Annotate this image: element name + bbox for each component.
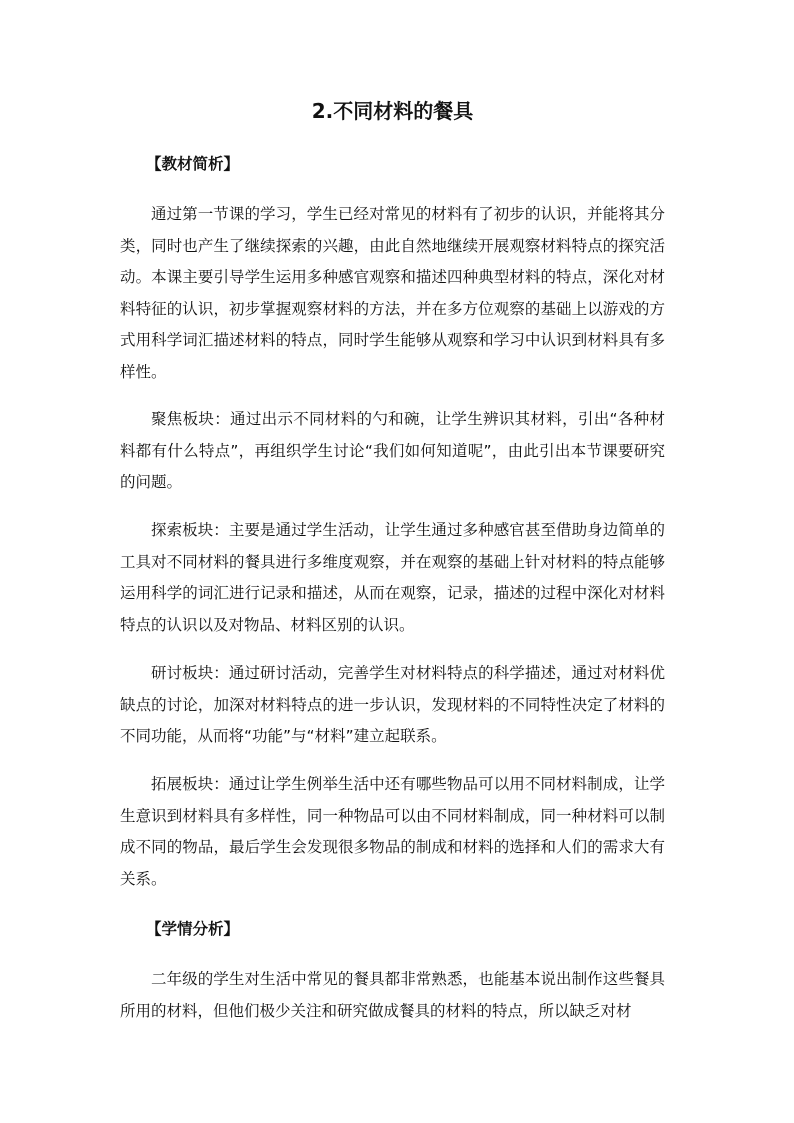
paragraph-explore-block: 探索板块：主要是通过学生活动，让学生通过多种感官甚至借助身边简单的工具对不同材料的餐具进行多维度观察，并在观察的基础上针对材料的特点能够运用科学的词汇进行记录和描述，从而在观察，记录，描述的过程中深化对材料特点的认识以及对物品、材料区别的认识。: [120, 521, 665, 634]
section-heading-textbook-analysis: 【教材简析】: [146, 155, 240, 173]
paragraph-focus-block: 聚焦板块：通过出示不同材料的勺和碗，让学生辨识其材料，引出“各种材料都有什么特点”，再组织学生讨论“我们如何知道呢”，由此引出本节课要研究的问题。: [120, 410, 665, 492]
paragraph-discuss-block: 研讨板块：通过研讨活动，完善学生对材料特点的科学描述，通过对材料优缺点的讨论，加深对材料特点的进一步认识，发现材料的不同特性决定了材料的不同功能，从而将“功能”与“材料”建立起联系。: [120, 664, 665, 746]
page-title-text: 2.不同材料的餐具: [311, 99, 474, 123]
paragraph-intro: 通过第一节课的学习，学生已经对常见的材料有了初步的认识，并能将其分类，同时也产生了继续探索的兴趣，由此自然地继续开展观察材料特点的探究活动。本课主要引导学生运用多种感官观察和描述四种典型材料的特点，深化对材料特征的认识，初步掌握观察材料的方法，并在多方位观察的基础上以游戏的方式用科学词汇描述材料的特点，同时学生能够从观察和学习中认识到材料具有多样性。: [120, 205, 665, 381]
paragraph-extend-block: 拓展板块：通过让学生例举生活中还有哪些物品可以用不同材料制成，让学生意识到材料具有多样性，同一种物品可以由不同材料制成，同一种材料可以制成不同的物品，最后学生会发现很多物品的制成和材料的选择和人们的需求大有关系。: [120, 775, 665, 888]
section-heading-student-analysis: 【学情分析】: [146, 920, 240, 938]
paragraph-student-analysis: 二年级的学生对生活中常见的餐具都非常熟悉，也能基本说出制作这些餐具所用的材料，但他们极少关注和研究做成餐具的材料的特点，所以缺乏对材: [120, 970, 665, 1020]
page-title: [120, 97, 665, 125]
